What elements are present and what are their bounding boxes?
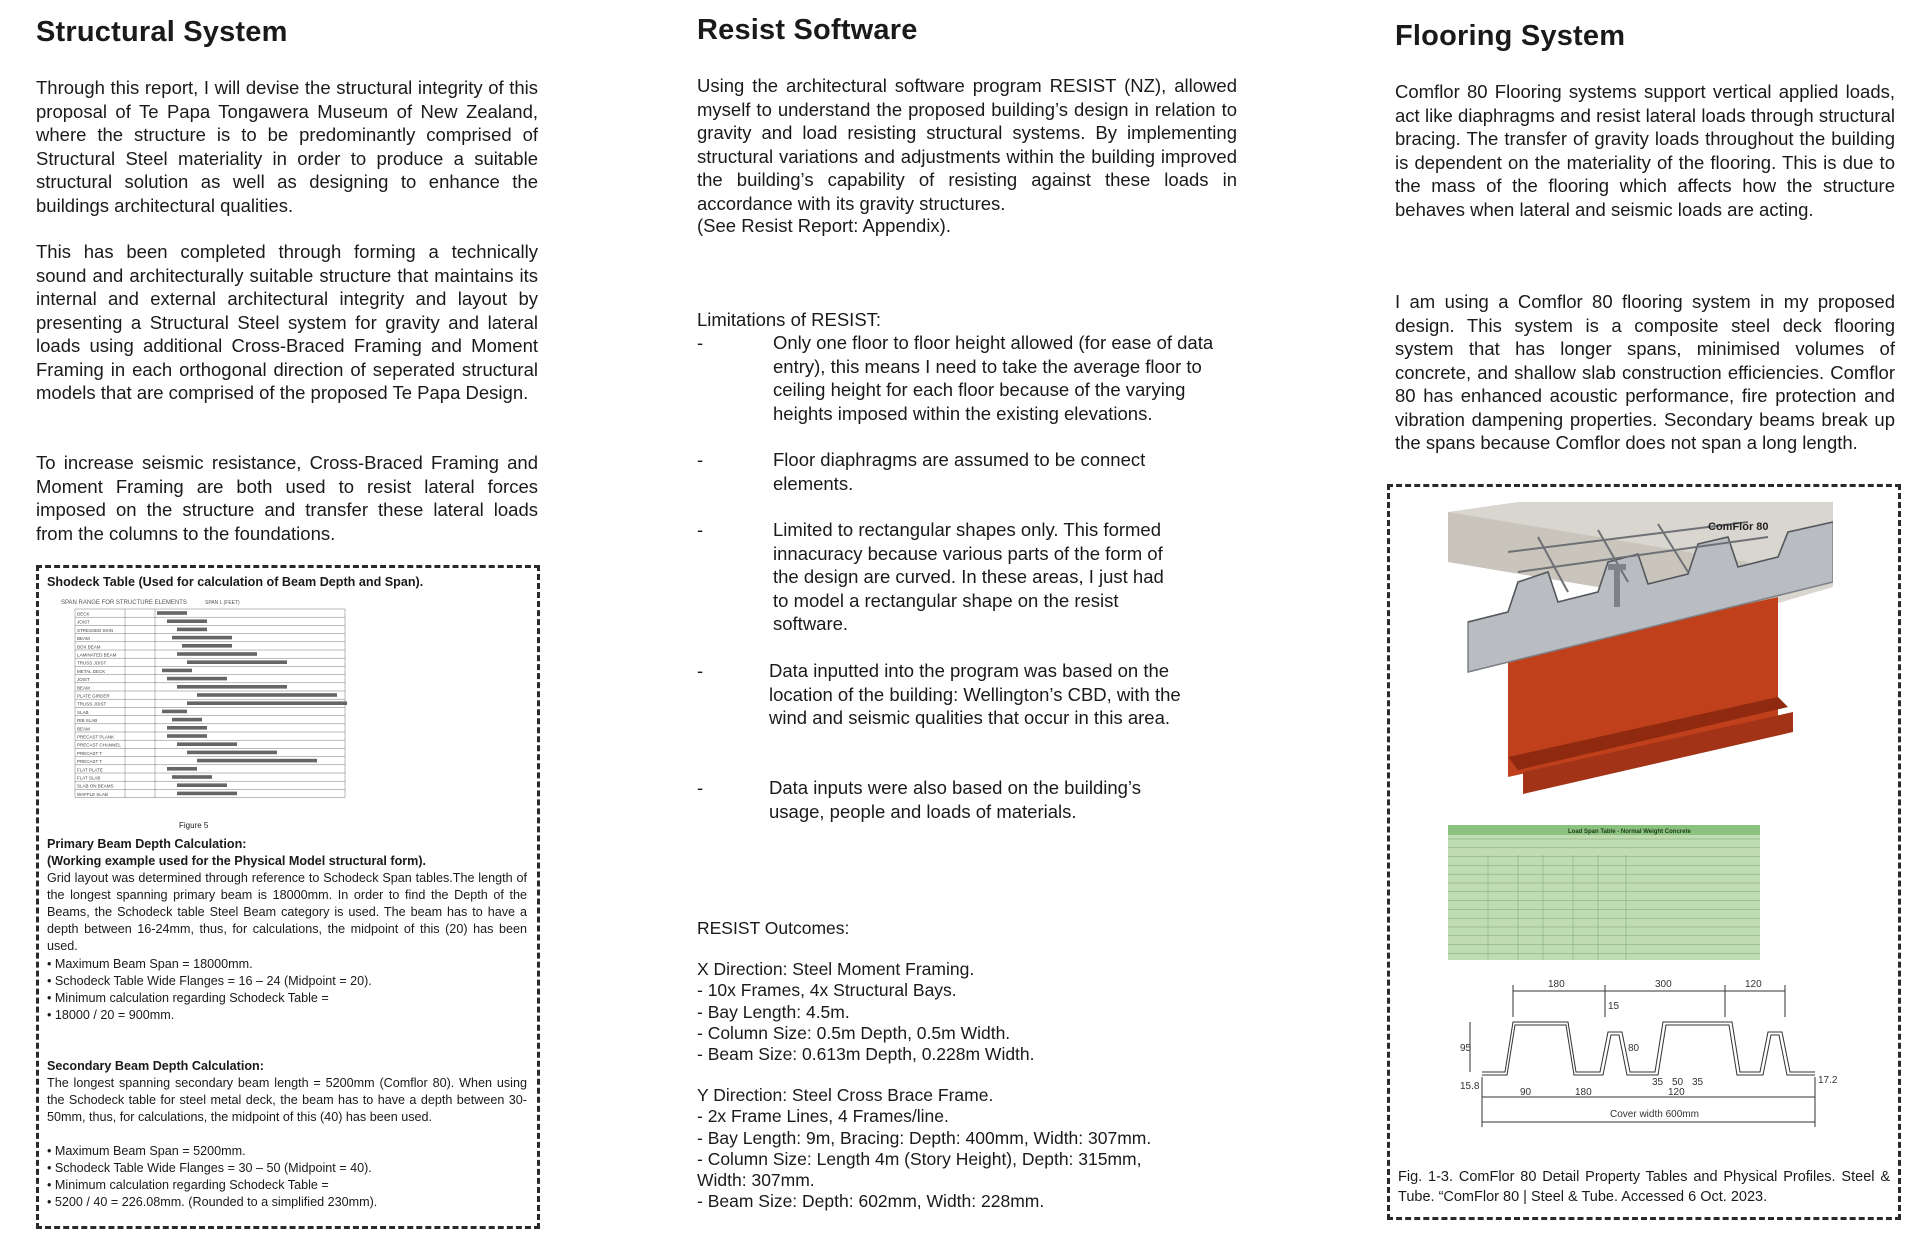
y-direction-item: - Beam Size: Depth: 602mm, Width: 228mm.	[697, 1191, 1045, 1212]
profile-dim-a: 180	[1548, 979, 1565, 990]
limitation-item	[697, 776, 1242, 826]
span-table-header: SPAN RANGE FOR STRUCTURE ELEMENTS	[61, 600, 187, 606]
span-table-bar	[167, 677, 227, 681]
primary-bullet: • Schodeck Table Wide Flanges = 16 – 24 (Midpoint = 20).	[47, 974, 372, 988]
span-table-row-label: SLAB ON BEAMS	[77, 783, 114, 789]
y-direction-item: - Bay Length: 9m, Bracing: Depth: 400mm, Width: 307mm.	[697, 1127, 1152, 1148]
span-table-row-label: BEAM	[77, 636, 90, 642]
flooring-title: Flooring System	[1395, 20, 1626, 52]
comflor-deck-label: ComFlor 80	[1708, 521, 1769, 533]
span-table-bar	[167, 619, 207, 623]
secondary-bullet: • 5200 / 40 = 226.08mm. (Rounded to a simplified 230mm).	[47, 1195, 378, 1209]
span-table-bar	[157, 611, 187, 615]
limitation-dash: -	[697, 449, 704, 470]
flooring-paragraph-2: I am using a Comflor 80 flooring system in my proposed design. This system is a composite steel deck flooring system that has longer spans, minimised volumes of concrete, and shallow slab construction efficiencies. Comflor 80 has enhanced acoustic performance, fire protection and vibration dampening properties. Secondary beams break up the spans because Comflor does not span a long length.	[1395, 291, 1895, 453]
span-table-bar	[187, 751, 277, 755]
span-table-row-label: METAL DECK	[77, 668, 106, 674]
span-table-bar	[197, 693, 337, 697]
secondary-bullets	[47, 1143, 377, 1211]
profile-dim-f: 80	[1628, 1043, 1640, 1054]
span-table-bar	[172, 636, 232, 640]
span-table-row-label: JOIST	[77, 677, 90, 683]
structural-paragraph-2: This has been completed through forming a technically sound and architecturally suitable structure that maintains its internal and external architectural integrity and layout by presenting a Structural Steel system for gravity and lateral loads using additional Cross-Braced Framing and Moment Framing in each orthogonal direction of seperated structural models that are comprised of the proposed Te Papa Design.	[36, 241, 538, 403]
span-table-bar	[182, 644, 232, 648]
x-direction-item: - Bay Length: 4.5m.	[697, 1001, 850, 1022]
profile-dim-c: 120	[1745, 979, 1762, 990]
x-direction-item: - Beam Size: 0.613m Depth, 0.228m Width.	[697, 1044, 1035, 1065]
span-table-bar	[162, 669, 192, 673]
span-table-bar	[177, 742, 237, 746]
span-table-row-label: DECK	[77, 611, 90, 617]
x-direction-item: - 10x Frames, 4x Structural Bays.	[697, 980, 957, 1001]
limitation-dash: -	[697, 660, 704, 681]
structural-paragraph-1: Through this report, I will devise the structural integrity of this proposal of Te Papa Tongawera Museum of New Zealand, where the structure is to be predominantly comprised of Structural Steel materiality in order to produce a suitable structural solution as well as designing to enhance the buildings architectural qualities.	[36, 77, 538, 216]
span-table-bar	[177, 685, 287, 689]
limitation-item	[697, 518, 1242, 638]
profile-dim-n: 17.2	[1818, 1075, 1838, 1086]
comflor-deck-illustration	[1448, 502, 1833, 802]
profile-dim-k: 50	[1672, 1077, 1684, 1088]
structural-paragraph-3: To increase seismic resistance, Cross-Braced Framing and Moment Framing are both used to resist lateral forces imposed on the structure and transfer these lateral loads from the columns to the foundations.	[36, 452, 538, 544]
span-table-row-label: TRUSS JOIST	[77, 660, 107, 666]
shodeck-calculation-box	[36, 565, 540, 1229]
comflor-figure-box	[1387, 484, 1901, 1220]
span-table-row-label: PRECAST T	[77, 750, 103, 756]
span-table-bar	[177, 783, 227, 787]
secondary-text: The longest spanning secondary beam length = 5200mm (Comflor 80). When using the Schodeck table for steel metal deck, the beam has to have a depth between 30-50mm, thus, for calculations, the midpoint of this (40) has been used.	[47, 1076, 527, 1124]
primary-text: Grid layout was determined through reference to Schodeck Span tables.The length of the longest spanning primary beam is 18000mm. In order to find the Depth of the Beams, the Schodeck table Steel Beam category is used. The beam has to have a depth between 16-24mm, thus, for calculations, the midpoint of this (20) has been used.	[47, 871, 527, 953]
structural-title: Structural System	[36, 16, 288, 48]
limitation-item	[697, 659, 1242, 754]
x-direction-block	[697, 959, 1035, 1065]
span-table-bar	[167, 767, 197, 771]
span-table-row-label: WAFFLE SLAB	[77, 791, 108, 797]
profile-dim-d: 15	[1608, 1001, 1620, 1012]
span-table-span-label: SPAN L (FEET)	[205, 600, 240, 606]
profile-dim-l: 35	[1692, 1077, 1704, 1088]
span-table-bar	[177, 628, 207, 632]
span-table-row-label: BEAM	[77, 726, 90, 732]
span-table-row-label: STRESSED SKIN	[77, 627, 114, 633]
span-table-row-label: PRECAST CHANNEL	[77, 742, 121, 748]
profile-dim-e: 95	[1460, 1043, 1472, 1054]
span-table-row-label: PRECAST PLANK	[77, 734, 115, 740]
span-table-bar	[167, 734, 207, 738]
profile-dim-m: 120	[1668, 1087, 1685, 1098]
span-table-row-label: BOX BEAM	[77, 644, 101, 650]
span-table-row-label: JOIST	[77, 619, 90, 625]
profile-cover-width: Cover width 600mm	[1610, 1109, 1699, 1120]
limitation-text: Limited to rectangular shapes only. This formed innacuracy because various parts of the form of the design are curved. In these areas, I just had to model a rectangular shape on the resist software.	[773, 519, 1164, 634]
limitation-dash: -	[697, 519, 704, 540]
outcomes-heading: RESIST Outcomes:	[697, 918, 850, 938]
span-table-bar	[167, 726, 207, 730]
y-direction-block	[697, 1085, 1177, 1213]
secondary-bullet: • Maximum Beam Span = 5200mm.	[47, 1144, 246, 1158]
profile-dim-g: 15.8	[1460, 1081, 1480, 1092]
span-table-row-label: RIB SLAB	[77, 718, 98, 724]
profile-dim-b: 300	[1655, 979, 1672, 990]
profile-dim-i: 180	[1575, 1087, 1592, 1098]
span-table-row-label: TRUSS JOIST	[77, 701, 107, 707]
y-direction-heading: Y Direction: Steel Cross Brace Frame.	[697, 1085, 994, 1105]
span-table-bar	[162, 710, 187, 714]
span-table-row-label: BEAM	[77, 685, 90, 691]
primary-bullets	[47, 956, 372, 1024]
comflor-profile-drawing	[1460, 977, 1880, 1137]
profile-dim-j: 35	[1652, 1077, 1664, 1088]
y-direction-item: - Column Size: Length 4m (Story Height), Depth: 315mm, Width: 307mm.	[697, 1148, 1142, 1191]
secondary-bullet: • Minimum calculation regarding Schodeck Table =	[47, 1178, 329, 1192]
limitation-text: Only one floor to floor height allowed (for ease of data entry), this means I need to take the average floor to ceiling height for each floor because of the varying heights imposed within the existing elevations.	[773, 332, 1214, 424]
limitation-text: Data inputs were also based on the building’s usage, people and loads of materials.	[769, 777, 1141, 822]
primary-bullet: • Minimum calculation regarding Schodeck Table =	[47, 991, 329, 1005]
figure-caption: Figure 5	[179, 821, 209, 830]
limitations-heading: Limitations of RESIST:	[697, 309, 882, 330]
resist-paragraph-ref: (See Resist Report: Appendix).	[697, 215, 951, 236]
load-span-table	[1448, 825, 1760, 960]
span-table-row-label: LAMINATED BEAM	[77, 652, 117, 658]
span-table-row-label: PLATE GIRDER	[77, 693, 110, 699]
flooring-paragraph-1: Comflor 80 Flooring systems support vertical applied loads, act like diaphragms and resist lateral loads through structural bracing. The transfer of gravity loads throughout the building is dependent on the materiality of the flooring. This is due to the mass of the flooring which affects how the structure behaves when lateral and seismic loads are acting.	[1395, 81, 1895, 220]
span-table-row-label: SLAB	[77, 709, 89, 715]
resist-paragraph-1: Using the architectural software program RESIST (NZ), allowed myself to understand the proposed building’s design in relation to gravity and load resisting structural systems. By implementing structural variations and adjustments within the building improved the building’s capability of resisting against these loads in accordance with its gravity structures.	[697, 75, 1237, 214]
limitation-dash: -	[697, 332, 704, 353]
shodeck-title: Shodeck Table (Used for calculation of Beam Depth and Span).	[47, 575, 424, 589]
x-direction-heading: X Direction: Steel Moment Framing.	[697, 959, 975, 979]
span-table-bar	[177, 652, 257, 656]
limitation-item	[697, 331, 1242, 426]
x-direction-item: - Column Size: 0.5m Depth, 0.5m Width.	[697, 1022, 1011, 1043]
span-table-bar	[187, 660, 287, 664]
resist-title: Resist Software	[697, 14, 918, 46]
span-table-bar	[187, 701, 347, 705]
limitation-dash: -	[697, 777, 704, 798]
limitation-text: Floor diaphragms are assumed to be connect elements.	[773, 449, 1146, 494]
span-table-bar	[177, 792, 237, 796]
profile-dim-h: 90	[1520, 1087, 1532, 1098]
secondary-bullet: • Schodeck Table Wide Flanges = 30 – 50 (Midpoint = 40).	[47, 1161, 372, 1175]
span-table-row-label: FLAT SLAB	[77, 775, 101, 781]
limitation-text: Data inputted into the program was based on the location of the building: Wellington’s CBD, with the wind and seismic qualities that occur in this area.	[769, 660, 1181, 728]
span-range-table	[55, 595, 355, 813]
primary-heading: Primary Beam Depth Calculation:	[47, 837, 247, 851]
secondary-heading: Secondary Beam Depth Calculation:	[47, 1059, 264, 1073]
limitation-item	[697, 448, 1242, 498]
primary-bullet: • 18000 / 20 = 900mm.	[47, 1008, 175, 1022]
span-table-bar	[172, 775, 212, 779]
y-direction-item: - 2x Frame Lines, 4 Frames/line.	[697, 1106, 949, 1127]
span-table-row-label: FLAT PLATE	[77, 767, 103, 773]
figure-caption: Fig. 1-3. ComFlor 80 Detail Property Tables and Physical Profiles. Steel & Tube. “ComFlor 80 | Steel & Tube. Accessed 6 Oct. 2023.	[1398, 1169, 1890, 1205]
load-span-table-title: Load Span Table - Normal Weight Concrete	[1568, 829, 1691, 835]
span-table-bar	[197, 759, 317, 763]
span-table-bar	[172, 718, 202, 722]
primary-bullet: • Maximum Beam Span = 18000mm.	[47, 957, 253, 971]
span-table-row-label: PRECAST T	[77, 759, 103, 765]
primary-subheading: (Working example used for the Physical Model structural form).	[47, 854, 427, 868]
